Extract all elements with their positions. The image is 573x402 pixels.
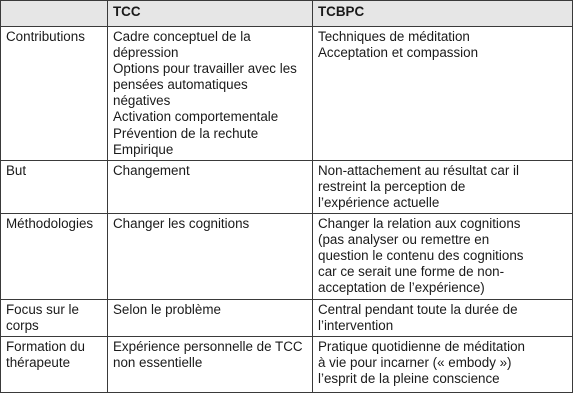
row-label: Contributions: [1, 27, 108, 161]
cell-line: l’expérience actuelle: [318, 194, 440, 210]
cell-line: question le contenu des cognitions: [318, 248, 524, 264]
header-row: [1, 1, 573, 27]
header-cell-tcc: TCC: [108, 1, 313, 27]
tcbpc-cell: [313, 337, 573, 393]
tcbpc-cell: [313, 27, 573, 161]
cell-line: Prévention de la rechute: [113, 125, 259, 141]
tcc-cell: [108, 160, 313, 213]
table-row: [1, 27, 573, 161]
tcc-cell: [108, 27, 313, 161]
cell-line: Changer les cognitions: [113, 216, 250, 232]
table-row: [1, 214, 573, 300]
row-label: But: [1, 160, 108, 213]
table-row: [1, 160, 573, 213]
cell-line: pensées automatiques: [113, 77, 248, 93]
cell-line: Options pour travailler avec les: [113, 61, 297, 77]
tcbpc-cell: [313, 160, 573, 213]
cell-line: Selon le problème: [113, 302, 221, 318]
table-body: [1, 27, 573, 393]
cell-line: à vie pour incarner (« embody »): [318, 355, 512, 371]
row-label: Focus sur le corps: [1, 300, 108, 337]
cell-line: restreint la perception de: [318, 178, 466, 194]
header-cell-tcbpc: TCBPC: [313, 1, 573, 27]
row-label: Formation du thérapeute: [1, 337, 108, 393]
cell-line: Non-attachement au résultat car il: [318, 162, 519, 178]
header-cell-empty: [1, 1, 108, 27]
table-row: [1, 337, 573, 393]
cell-line: l’esprit de la pleine conscience: [318, 371, 500, 387]
cell-line: dépression: [113, 45, 179, 61]
cell-line: Acceptation et compassion: [318, 45, 479, 61]
tcbpc-cell: [313, 300, 573, 337]
cell-line: Expérience personnelle de TCC: [113, 339, 303, 355]
cell-line: Techniques de méditation: [318, 29, 470, 44]
table-row: [1, 300, 573, 337]
table-header: [1, 1, 573, 27]
cell-line: acceptation de l’expérience): [318, 280, 485, 296]
cell-line: négatives: [113, 93, 171, 109]
cell-line: Activation comportementale: [113, 109, 279, 125]
cell-line: Changement: [113, 162, 190, 178]
cell-line: l’intervention: [318, 318, 394, 334]
cell-line: non essentielle: [113, 355, 203, 371]
tcc-cell: [108, 214, 313, 300]
cell-line: Empirique: [113, 141, 174, 157]
cell-line: Changer la relation aux cognitions: [318, 216, 521, 232]
cell-line: (pas analyser ou remettre en: [318, 232, 490, 248]
tcc-cell: [108, 300, 313, 337]
cell-line: Cadre conceptuel de la: [113, 29, 251, 44]
cell-line: car ce serait une forme de non-: [318, 264, 505, 280]
tcc-cell: [108, 337, 313, 393]
cell-line: Pratique quotidienne de méditation: [318, 339, 525, 355]
row-label: Méthodologies: [1, 214, 108, 300]
cell-line: Central pendant toute la durée de: [318, 302, 518, 318]
tcbpc-cell: [313, 214, 573, 300]
